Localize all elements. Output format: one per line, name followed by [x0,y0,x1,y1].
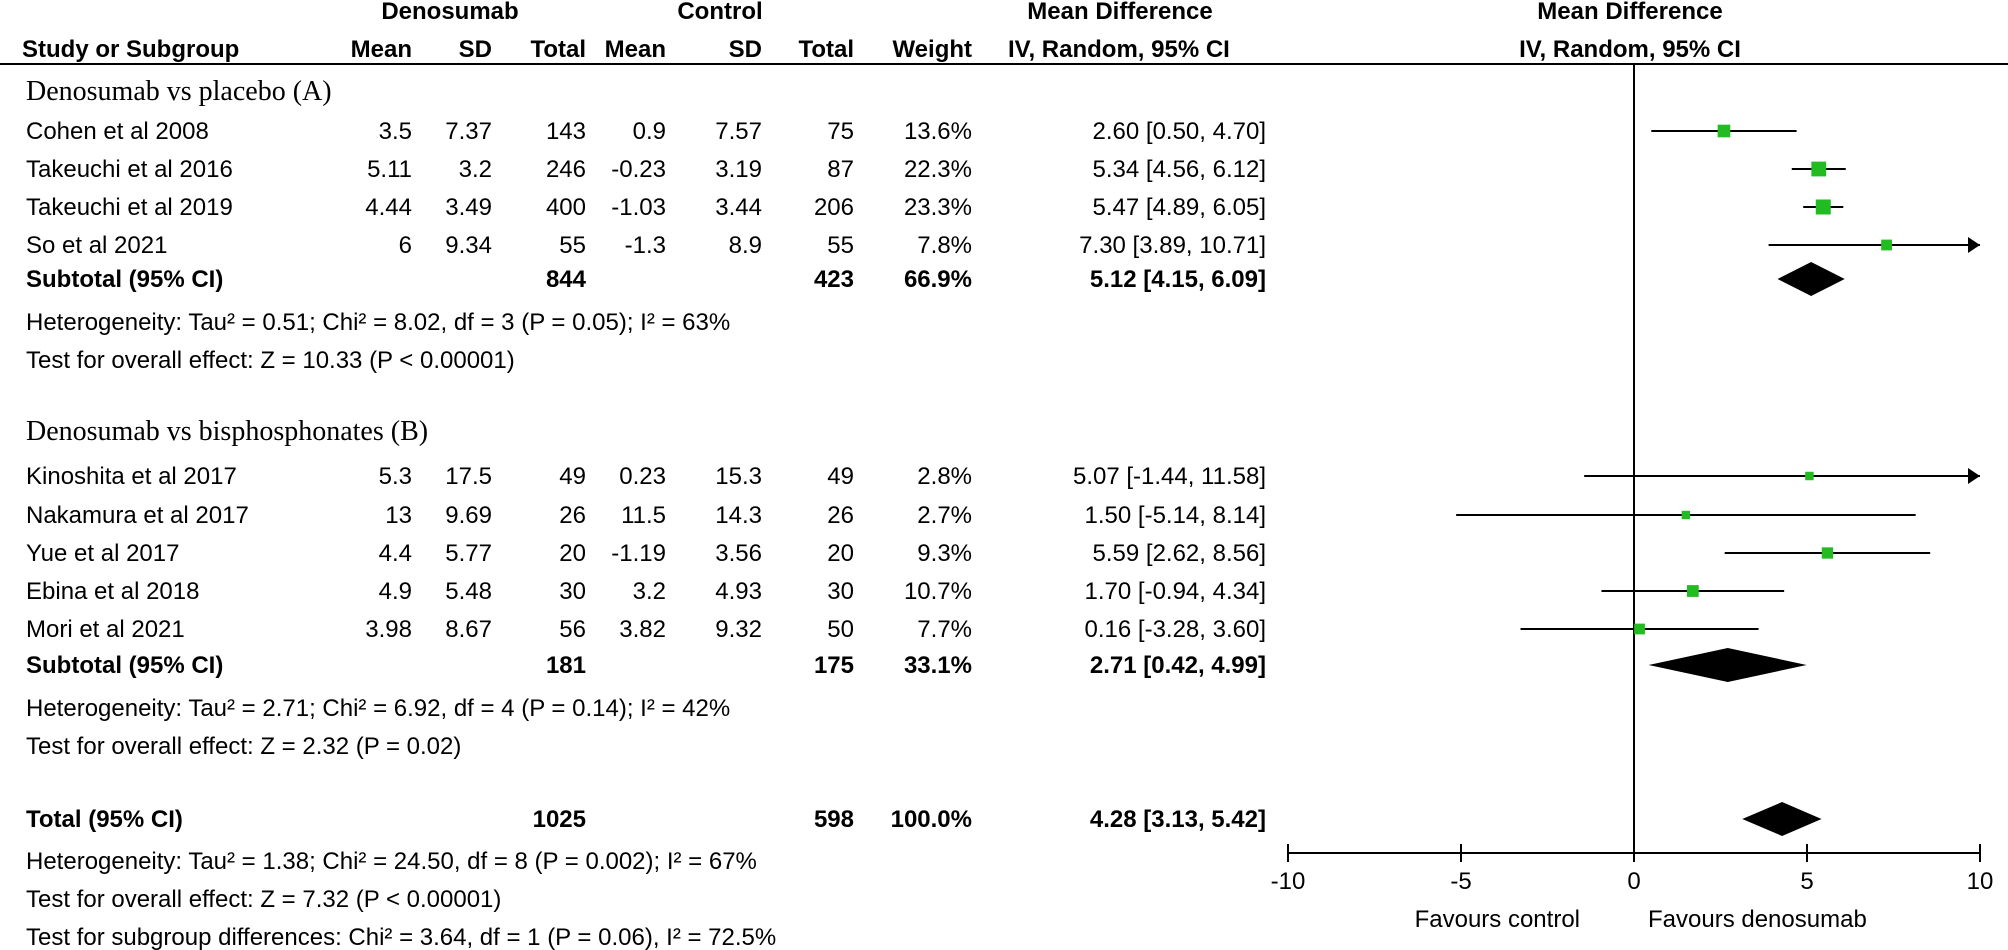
weight-value: 23.3% [903,194,972,221]
total2-value: 87 [827,156,854,183]
subtotal-total2: 175 [813,652,854,679]
total1-value: 55 [559,232,586,259]
group2-header: Control [677,0,763,25]
overall-effect-text: Test for overall effect: Z = 7.32 (P < 0.00001) [26,886,502,913]
mean1-value: 13 [385,502,412,529]
overall-effect-text: Test for overall effect: Z = 10.33 (P < 0.00001) [26,347,515,374]
weight-value: 9.3% [917,540,972,567]
md-ci-value: 5.07 [-1.44, 11.58] [1072,463,1266,490]
total2-value: 30 [827,578,854,605]
plot-title: Mean Difference [1537,0,1723,25]
sd2-value: 3.44 [715,194,762,221]
total2-value: 206 [813,194,854,221]
total-weight: 100.0% [890,806,972,833]
weight-header: Weight [892,36,972,63]
pooled-diamond [1778,262,1845,296]
total1-value: 246 [545,156,586,183]
total1-header: Total [530,36,586,63]
study-marker [1805,472,1813,480]
sd1-value: 9.34 [445,232,492,259]
weight-value: 7.8% [917,232,972,259]
mean2-value: -1.19 [611,540,666,567]
subtotal-ci: 2.71 [0.42, 4.99] [1089,652,1266,679]
mean2-value: 0.23 [619,463,666,490]
mean1-value: 6 [398,232,412,259]
pooled-diamonds [1649,262,1845,836]
total2-value: 55 [827,232,854,259]
ci-arrow [1968,237,1980,253]
md-column-title: Mean Difference [1027,0,1213,25]
mean1-value: 3.5 [378,118,412,145]
study-name: Kinoshita et al 2017 [26,463,237,490]
sd1-value: 9.69 [445,502,492,529]
total2-value: 20 [827,540,854,567]
weight-value: 13.6% [903,118,972,145]
mean2-value: -1.03 [611,194,666,221]
study-marker [1682,511,1690,519]
study-marker [1811,162,1826,177]
md-ci-value: 1.50 [-5.14, 8.14] [1084,502,1266,529]
study-marker [1816,200,1831,215]
subtotal-weight: 66.9% [903,266,972,293]
axis-tick-label: 0 [1627,868,1641,895]
md-ci-value: 5.59 [2.62, 8.56] [1092,540,1266,567]
axis-tick-label: 10 [1966,868,1994,895]
study-column-header: Study or Subgroup [22,36,240,63]
pooled-diamond [1742,802,1821,836]
sd1-value: 7.37 [445,118,492,145]
heterogeneity-text: Heterogeneity: Tau² = 2.71; Chi² = 6.92, df = 4 (P = 0.14); I² = 42% [26,695,731,722]
mean2-value: -1.3 [624,232,666,259]
mean1-value: 5.3 [378,463,412,490]
axis-tick-label: -5 [1450,868,1472,895]
overall-effect-text: Test for overall effect: Z = 2.32 (P = 0.02) [26,733,462,760]
subtotal-total1: 181 [545,652,586,679]
subtotal-ci: 5.12 [4.15, 6.09] [1089,266,1266,293]
study-marker [1634,624,1645,635]
study-markers [1456,125,1980,635]
subgroup-a-title: Denosumab vs placebo (A) [26,76,332,107]
mean1-value: 4.4 [378,540,412,567]
mean1-value: 3.98 [365,616,412,643]
total-total2: 598 [813,806,854,833]
total2-value: 26 [827,502,854,529]
total-ci: 4.28 [3.13, 5.42] [1089,806,1266,833]
sd1-value: 5.77 [445,540,492,567]
sd2-value: 3.19 [715,156,762,183]
weight-value: 2.7% [917,502,972,529]
plot-subtitle: IV, Random, 95% CI [1519,36,1741,63]
sd1-header: SD [458,36,492,63]
sd1-value: 3.49 [445,194,492,221]
study-name: Takeuchi et al 2019 [26,194,233,221]
mean2-header: Mean [604,36,666,63]
sd1-value: 8.67 [445,616,492,643]
subtotal-label: Subtotal (95% CI) [26,266,224,293]
axis-tick-label: -10 [1270,868,1306,895]
total1-value: 26 [559,502,586,529]
md-ci-value: 1.70 [-0.94, 4.34] [1084,578,1266,605]
subgroup-differences-text: Test for subgroup differences: Chi² = 3.64, df = 1 (P = 0.06), I² = 72.5% [26,924,777,950]
total1-value: 143 [545,118,586,145]
sd1-value: 3.2 [458,156,492,183]
mean2-value: -0.23 [611,156,666,183]
mean2-value: 3.2 [632,578,666,605]
sd2-value: 7.57 [715,118,762,145]
sd2-value: 15.3 [715,463,762,490]
study-marker [1822,547,1833,558]
study-name: Ebina et al 2018 [26,578,200,605]
subtotal-weight: 33.1% [903,652,972,679]
x-axis [1271,844,1994,895]
mean1-value: 4.44 [365,194,412,221]
study-marker [1881,240,1892,251]
ci-arrow [1968,468,1980,484]
sd2-value: 4.93 [715,578,762,605]
sd2-value: 3.56 [715,540,762,567]
favours-right-label: Favours denosumab [1648,906,1867,933]
pooled-diamond [1649,648,1807,682]
mean2-value: 11.5 [621,502,666,529]
total1-value: 400 [545,194,586,221]
weight-value: 10.7% [903,578,972,605]
study-name: Mori et al 2021 [26,616,185,643]
total1-value: 20 [559,540,586,567]
study-name: So et al 2021 [26,232,168,259]
weight-value: 7.7% [917,616,972,643]
subtotal-total2: 423 [813,266,854,293]
total1-value: 56 [559,616,586,643]
total2-header: Total [798,36,854,63]
total-label: Total (95% CI) [26,806,183,833]
md-ci-value: 0.16 [-3.28, 3.60] [1084,616,1266,643]
sd2-value: 9.32 [715,616,762,643]
total-total1: 1025 [532,806,586,833]
md-column-subtitle: IV, Random, 95% CI [1008,36,1230,63]
sd1-value: 17.5 [445,463,492,490]
total2-value: 49 [827,463,854,490]
heterogeneity-text: Heterogeneity: Tau² = 1.38; Chi² = 24.50, df = 8 (P = 0.002); I² = 67% [26,848,757,875]
mean1-header: Mean [350,36,412,63]
sd1-value: 5.48 [445,578,492,605]
weight-value: 2.8% [917,463,972,490]
study-name: Takeuchi et al 2016 [26,156,233,183]
md-ci-value: 7.30 [3.89, 10.71] [1079,232,1266,259]
mean1-value: 5.11 [367,156,412,183]
mean1-value: 4.9 [378,578,412,605]
total1-value: 49 [559,463,586,490]
favours-left-label: Favours control [1414,906,1580,933]
subtotal-total1: 844 [545,266,586,293]
sd2-value: 14.3 [715,502,762,529]
group1-header: Denosumab [381,0,519,25]
md-ci-value: 2.60 [0.50, 4.70] [1092,118,1266,145]
mean2-value: 0.9 [632,118,666,145]
study-name: Cohen et al 2008 [26,118,209,145]
mean2-value: 3.82 [619,616,666,643]
md-ci-value: 5.47 [4.89, 6.05] [1092,194,1266,221]
total1-value: 30 [559,578,586,605]
heterogeneity-text: Heterogeneity: Tau² = 0.51; Chi² = 8.02, df = 3 (P = 0.05); I² = 63% [26,309,731,336]
weight-value: 22.3% [903,156,972,183]
study-marker [1718,125,1731,138]
study-name: Nakamura et al 2017 [26,502,249,529]
total2-value: 75 [827,118,854,145]
total2-value: 50 [827,616,854,643]
study-marker [1687,585,1699,597]
sd2-header: SD [728,36,762,63]
study-name: Yue et al 2017 [26,540,180,567]
subtotal-label: Subtotal (95% CI) [26,652,224,679]
sd2-value: 8.9 [728,232,762,259]
subgroup-b-title: Denosumab vs bisphosphonates (B) [26,416,429,447]
md-ci-value: 5.34 [4.56, 6.12] [1092,156,1266,183]
axis-tick-label: 5 [1800,868,1814,895]
